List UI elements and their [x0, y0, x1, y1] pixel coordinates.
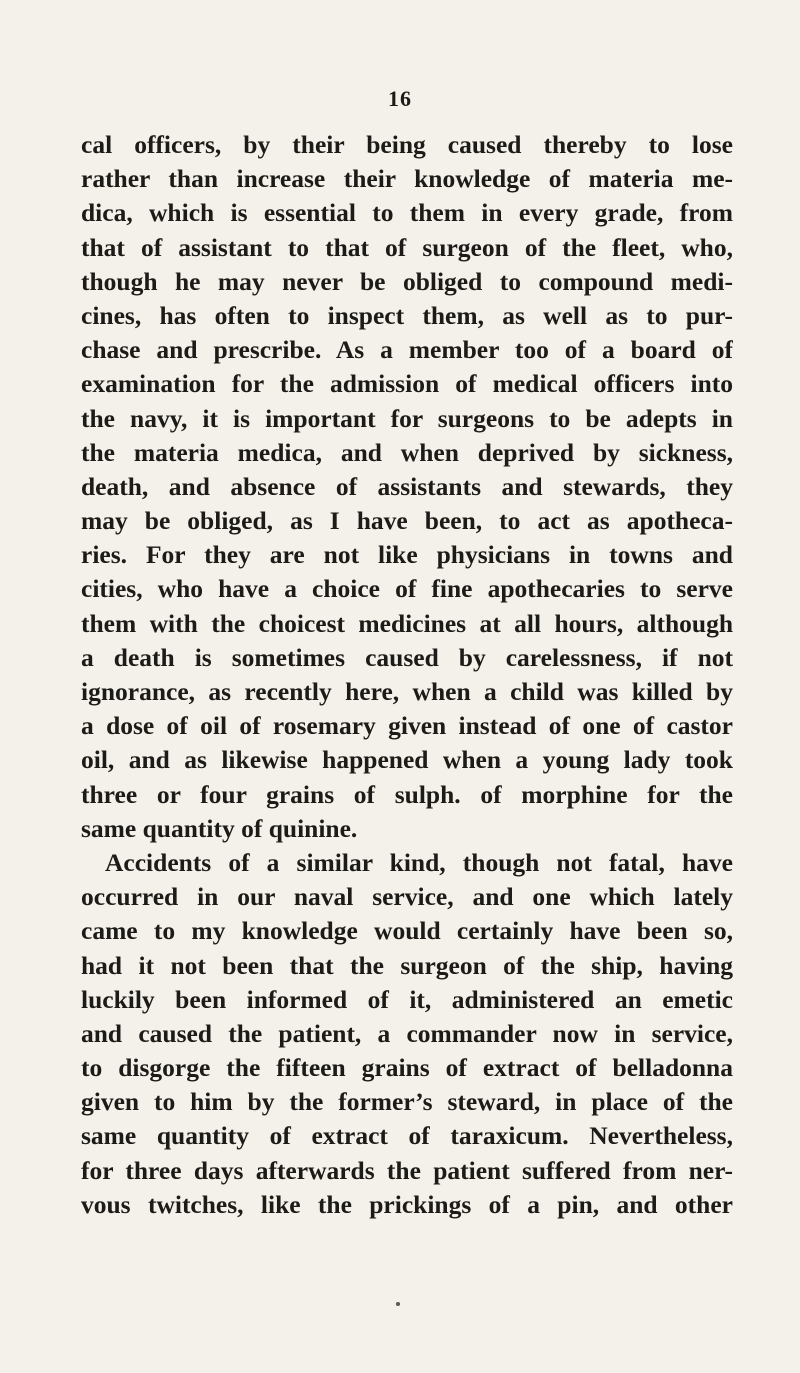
text-line: ignorance, as recently here, when a child was killed by	[81, 677, 733, 706]
text-line: though he may never be obliged to compound medi-	[81, 266, 733, 296]
ink-speck	[396, 1302, 400, 1306]
text-line: ries. For they are not like physicians in towns and	[81, 540, 733, 570]
text-line: rather than increase their knowledge of materia me-	[81, 164, 733, 194]
text-line: oil, and as likewise happened when a young lady took	[81, 745, 733, 775]
text-line: death, and absence of assistants and stewards, they	[81, 471, 733, 501]
text-line: them with the choicest medicines at all hours, although	[81, 608, 733, 638]
text-line: luckily been informed of it, administered an emetic	[81, 984, 733, 1014]
text-line: a dose of oil of rosemary given instead of one of castor	[81, 711, 733, 741]
text-line: vous twitches, like the prickings of a pin, and other	[81, 1189, 733, 1219]
text-line: may be obliged, as I have been, to act as apotheca-	[81, 506, 733, 536]
text-line: the materia medica, and when deprived by sickness,	[81, 437, 733, 467]
text-line: cines, has often to inspect them, as well as to pur-	[81, 300, 733, 330]
text-line: the navy, it is important for surgeons to be adepts in	[81, 403, 733, 433]
text-line: dica, which is essential to them in every grade, from	[81, 198, 733, 228]
text-line: had it not been that the surgeon of the ship, having	[81, 950, 733, 980]
text-line: to disgorge the fifteen grains of extract of belladonna	[81, 1053, 733, 1083]
text-line: came to my knowledge would certainly have been so,	[81, 916, 733, 946]
text-line: examination for the admission of medical officers into	[81, 369, 733, 399]
text-line: cities, who have a choice of fine apothecaries to serve	[81, 574, 733, 604]
text-line: chase and prescribe. As a member too of a board of	[81, 335, 733, 365]
text-line: cal officers, by their being caused thereby to lose	[81, 130, 733, 159]
text-line: a death is sometimes caused by carelessness, if not	[81, 642, 733, 672]
text-line: for three days afterwards the patient suffered from ner-	[81, 1155, 733, 1185]
text-line: three or four grains of sulph. of morphine for the	[81, 779, 733, 809]
text-line: and caused the patient, a commander now in service,	[81, 1018, 733, 1048]
paragraph-start-line: Accidents of a similar kind, though not fatal, have	[105, 847, 733, 877]
page-number: 16	[388, 86, 412, 111]
paragraph-end-line: same quantity of quinine.	[81, 813, 358, 843]
text-line: same quantity of extract of taraxicum. Nevertheless,	[81, 1121, 733, 1151]
text-line: occurred in our naval service, and one which lately	[81, 882, 733, 912]
text-line: that of assistant to that of surgeon of the fleet, who,	[81, 232, 733, 262]
body-text	[81, 128, 733, 1222]
text-line: given to him by the former’s steward, in place of the	[81, 1087, 733, 1117]
